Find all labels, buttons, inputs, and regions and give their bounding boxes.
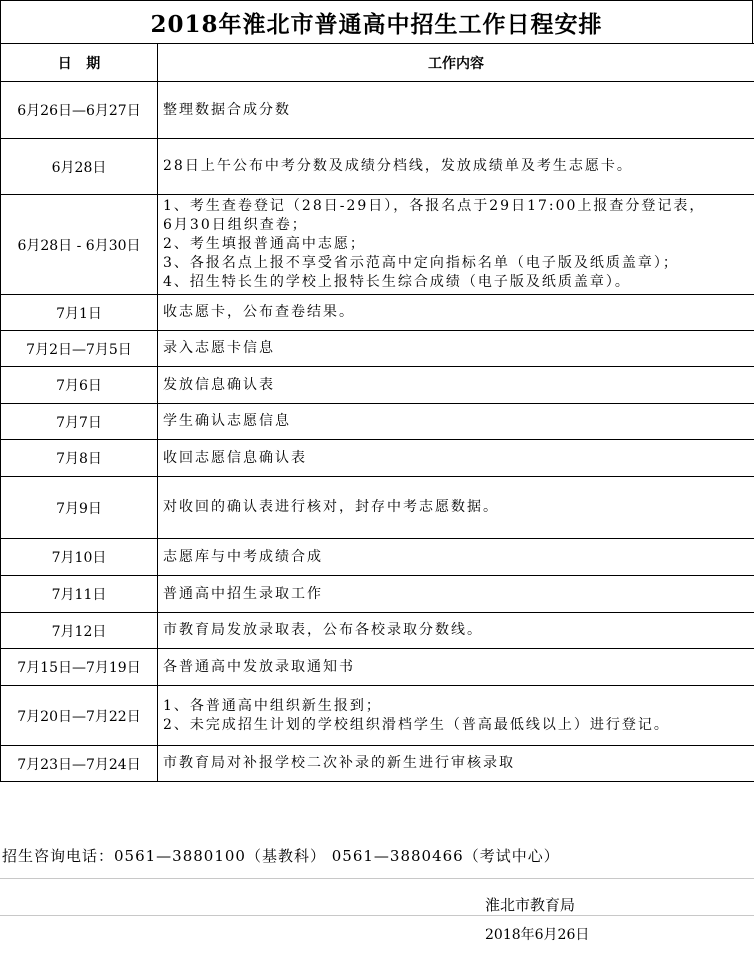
row-content	[158, 477, 754, 539]
divider	[0, 878, 754, 879]
content-line: 志愿库与中考成绩合成	[163, 548, 323, 565]
content-line: 各普通高中发放录取通知书	[163, 658, 355, 675]
content-line: 3、各报名点上报不享受省示范高中定向指标名单（电子版及纸质盖章）；	[163, 255, 679, 271]
content-line: 6月30日组织查卷；	[163, 217, 308, 233]
table-row	[1, 576, 754, 613]
row-date: 7月8日	[1, 440, 158, 477]
table-row	[1, 404, 754, 440]
row-date: 7月20日—7月22日	[1, 686, 158, 746]
row-date: 6月26日—6月27日	[1, 82, 158, 139]
table-row	[1, 613, 754, 649]
row-content	[158, 331, 754, 367]
table-row	[1, 367, 754, 404]
content-line: 4、招生特长生的学校上报特长生综合成绩（电子版及纸质盖章）。	[163, 274, 631, 290]
consult-phone-line: 招生咨询电话：0561—3880100（基教科） 0561—3880466（考试中心）	[2, 847, 560, 865]
table-row	[1, 440, 754, 477]
row-date: 6月28日 - 6月30日	[1, 195, 158, 295]
row-date: 7月10日	[1, 539, 158, 576]
column-header-date: 日 期	[1, 44, 158, 82]
row-content	[158, 613, 754, 649]
content-line: 28日上午公布中考分数及成绩分档线，发放成绩单及考生志愿卡。	[163, 158, 633, 174]
row-content	[158, 649, 754, 686]
row-date: 7月11日	[1, 576, 158, 613]
schedule-table	[0, 43, 754, 782]
content-line: 1、考生查卷登记（28日-29日），各报名点于29日17:00上报查分登记表，	[163, 198, 706, 214]
content-line: 市教育局发放录取表，公布各校录取分数线。	[163, 622, 483, 638]
row-content	[158, 82, 754, 139]
content-line: 学生确认志愿信息	[163, 413, 291, 429]
row-content	[158, 195, 754, 295]
content-line: 市教育局对补报学校二次补录的新生进行审核录取	[163, 755, 515, 771]
table-row	[1, 195, 754, 295]
row-content	[158, 686, 754, 746]
row-date: 7月15日—7月19日	[1, 649, 158, 686]
row-content	[158, 440, 754, 477]
content-line: 整理数据合成分数	[163, 101, 291, 118]
row-content	[158, 576, 754, 613]
table-row	[1, 477, 754, 539]
row-content	[158, 367, 754, 404]
row-content	[158, 139, 754, 195]
table-row	[1, 139, 754, 195]
content-line: 2、考生填报普通高中志愿；	[163, 236, 366, 252]
content-line: 对收回的确认表进行核对，封存中考志愿数据。	[163, 499, 499, 515]
issue-date: 2018年6月26日	[485, 927, 590, 943]
row-content	[158, 539, 754, 576]
row-content	[158, 295, 754, 331]
content-line: 1、各普通高中组织新生报到；	[163, 697, 382, 714]
row-date: 7月6日	[1, 367, 158, 404]
content-line: 普通高中招生录取工作	[163, 585, 323, 602]
schedule-table-body	[1, 44, 754, 782]
content-line: 2、未完成招生计划的学校组织滑档学生（普高最低线以上）进行登记。	[163, 716, 670, 733]
table-row	[1, 686, 754, 746]
table-row	[1, 746, 754, 782]
row-date: 7月9日	[1, 477, 158, 539]
table-row	[1, 539, 754, 576]
row-date: 7月2日—7月5日	[1, 331, 158, 367]
issuing-organization: 淮北市教育局	[485, 896, 576, 914]
table-row	[1, 295, 754, 331]
table-row	[1, 331, 754, 367]
row-content	[158, 404, 754, 440]
row-date: 7月23日—7月24日	[1, 746, 158, 782]
content-line: 收志愿卡，公布查卷结果。	[163, 304, 355, 320]
content-line: 录入志愿卡信息	[163, 340, 275, 356]
row-date: 7月1日	[1, 295, 158, 331]
table-row	[1, 82, 754, 139]
table-header-row	[1, 44, 754, 82]
row-date: 6月28日	[1, 139, 158, 195]
page-title: 2018年淮北市普通高中招生工作日程安排	[0, 0, 753, 44]
content-line: 发放信息确认表	[163, 376, 275, 393]
content-line: 收回志愿信息确认表	[163, 449, 307, 466]
row-content	[158, 746, 754, 782]
row-date: 7月12日	[1, 613, 158, 649]
table-row	[1, 649, 754, 686]
row-date: 7月7日	[1, 404, 158, 440]
divider	[0, 915, 754, 916]
column-header-content: 工作内容	[158, 44, 754, 82]
